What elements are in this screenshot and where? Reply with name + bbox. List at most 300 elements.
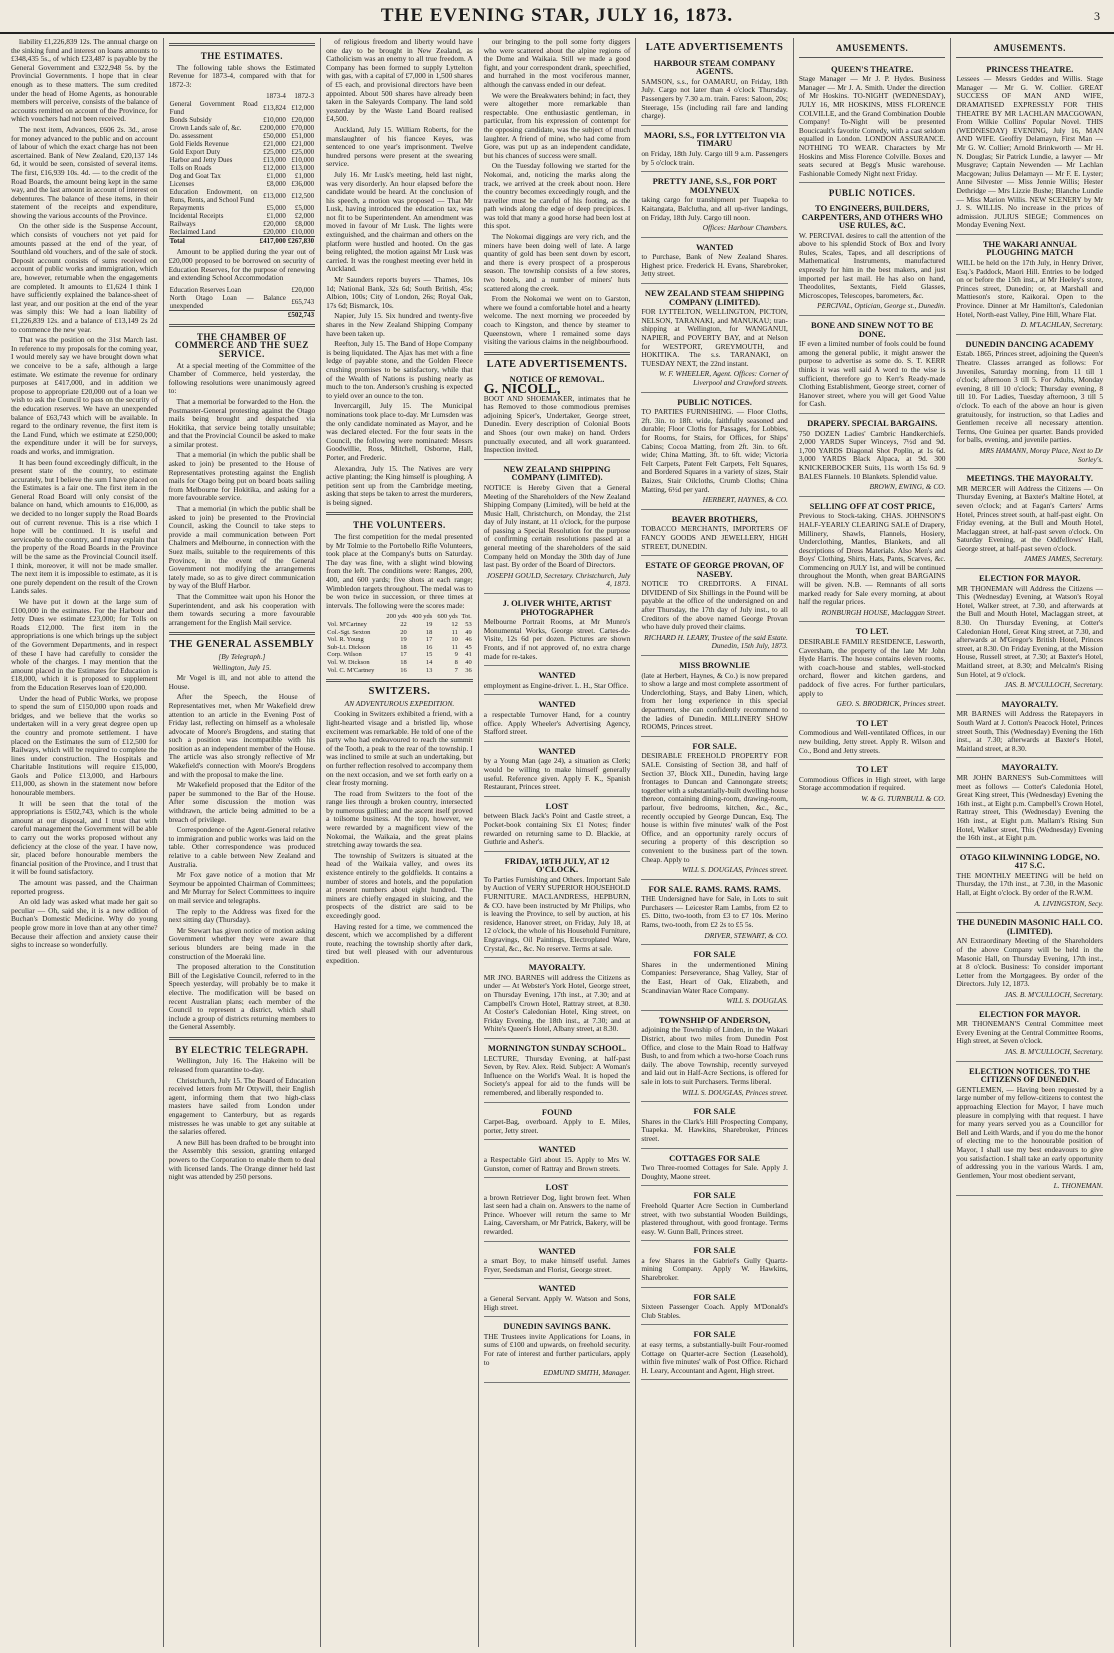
advertisement [799,416,946,497]
advertisement [641,558,788,656]
table-row [326,636,473,644]
table-cell: £1,000 [266,172,286,181]
ad-signature: L. THONEMAN. [1053,1181,1104,1191]
paragraph: On the other side is the Suspense Account, which consists of vouchers not yet paid for amounts passed at the end of the year, of Southland old vouchers, and of the sale of stock. Deposit account consists of sums received on account of public works and immigration, which are, however, returnable when the engagements are completed. It amounts to £1,624 I think I have sufficiently explained the balance-sheet of last year, and our position at the end of the year was simply this: We had a loan liability of £1,226,839 12s. and a balance of £13,149 2s 2d to commence the new year. [11,221,158,334]
ad-body: Freehold Quarter Acre Section in Cumberland street, with two substantial Wooden Buildings, plastered throughout, with good frontage. Terms easy. W. Gunn Ball, Princes street. [641,1200,788,1236]
queens-theatre-ad [799,62,946,184]
ad-signature: RONBURGH HOUSE, Maclaggan Street. [821,607,946,617]
ad-signature: DRIVER, STEWART, & CO. [704,930,788,940]
ad-body: Two Three-roomed Cottages for Sale. Apply J. Doughty, Maone street. [641,1163,788,1181]
switzers-heading: SWITZERS. [368,686,431,698]
divider [169,43,316,46]
ad-heading: DUNEDIN DANCING ACADEMY [965,338,1094,349]
table-row [326,621,473,629]
divider [326,679,473,682]
table-row [326,659,473,667]
public-notices-heading: PUBLIC NOTICES. [828,188,916,199]
ad-body: between Black Jack's Point and Castle street, a Pocket-book containing Six £1 Notes; finder rewarded on returning same to D. Blackie, at Guthrie and Asher's. [483,811,631,847]
ad-signature: GEO. S. BRODRICK, Princes street. [836,699,946,709]
assembly-text [169,674,316,1032]
ad-body: a few Shares in the Gabriel's Gully Quartz-mining Company. Apply W. Hawkins, Sharebroker. [641,1255,788,1283]
paragraph: Correspondence of the Agent-General relative to immigration and public works was laid on the table. Other correspondence was produced relative to a cable between New Zealand and Australia. [168,825,316,869]
table-cell: Tolls on Roads [169,164,212,173]
volunteers-text: The first competition for the medal presented by Mr Tolmie to the Portobello Rifle Volunteers, took place at the Company's butts on Saturday. The day was fine, with a slight wind blowing from the left. The conditions were: Ranges, 200, 400, and 600 yards; five shots at each range; Wimbledon targets throughout. The medal was to be won twice in succession, or three times at intervals. The following were the scores made: [326,532,473,610]
table-row [169,172,316,180]
paragraph: Under the head of Public Works, we propose to spend the sum of £150,000 upon roads and bridges, and we believe that the works so undertaken will in a very great degree open up the country and promote settlement. I have placed on the Estimates the sum of £12,500 for Railways, which will be required to complete the lines under construction. The Hospitals and Charitable Institutions will require £15,000, Gaols and Police £13,000, and Harbours £11,000, as shown in the statement now before honourable members. [11,693,158,798]
table-cell: 45 [465,643,472,651]
ad-signature: D. M'LACHLAN, Secretary. [1020,320,1104,330]
advertisement [484,1105,631,1141]
table-cell: 12 [451,621,458,628]
late-ads-heading: LATE ADVERTISEMENTS. [486,358,628,370]
paragraph: We were the Breakwaters behind; in fact, they were altogether more remarkable than respectable. One enthusiastic gentleman, in particular, from his expression of contempt for the opposing candidate, was the subject of much laughter. A friend of mine, who had come from Gore, was put up as an independent candidate, but his chances of success were small. [483,90,631,160]
table-total-row [169,310,316,319]
table-row [169,294,316,311]
paragraph: From the Nokomai we went on to Garston, where we found a comfortable hotel and a hearty welcome. The next morning we proceeded by coach to Kingston, and thence by steamer to Queenstown, where I remained some days visiting the various claims in the neighbourhood. [483,294,631,347]
table-header-cell: 600 yds [437,613,458,621]
ad-body: a smart Boy, to make himself useful. James Fryer, Seedsman and Florist, George street. [483,1256,631,1274]
table-header-cell: Tot. [461,613,472,621]
chamber-text [169,362,316,628]
table-cell: 18 [425,628,433,636]
ad-signature: W. F. WHEELER, Agent. Offices: Corner of Liverpool and Crawford streets. [659,369,788,387]
advertisement [641,739,788,880]
ad-heading: NOTICE OF REMOVAL. [509,374,605,385]
table-cell: Col.-Sgt. Sexton [327,628,371,636]
ad-heading: MORNINGTON SUNDAY SCHOOL. [487,1042,627,1053]
table-cell: £50,000 [263,132,286,141]
advertisement [641,240,788,284]
table-cell: £12,500 [291,192,315,201]
ad-signature: Offices: Harbour Chambers. [702,223,788,233]
paragraph: That was the position on the 31st March last. In reference to my proposals for the coming year, I would merely say we have brought down what we conceive to be a safe, although a large estimate. We estimate the revenue for ordinary purposes at £417,000, and in addition we propose to appropriate £20,000 out of a loan we wish to ask the Council to pass on the security of the education reserves. We have an unexpended balance of £63,743 which will be available. In regard to the ordinary revenue, the first item is the Land Fund, which we estimate at £250,000; the expenditure under it will be for surveys, roads and works, and immigration. [11,335,158,456]
table-row [326,629,473,637]
table-header-cell: 200 yds [386,613,407,621]
column-3 [321,38,479,1647]
paragraph: Auckland, July 15. William Roberts, for the manslaughter of his fiancee Keyes, was sentenced to one year's imprisonment. Twelve hundred persons were present at the swearing service. [326,124,473,169]
ad-body: GENTLEMEN, — Having been requested by a large number of my fellow-citizens to contest the approaching Election for Mayor, I have much pleasure in complying with that request. I have for many years served you as a Councillor for Bell and Leith Wards, and if you do me the honor of electing me to the honourable position of Mayor, I shall use my best endeavours to give you satisfaction. I shall take an early opportunity of addressing you in the various Wards. I am, Gentlemen, Your most obedient servant, [956,1084,1104,1180]
advertisement [641,658,788,737]
ad-body: Shares in the undermentioned Mining Companies: Perseverance, Shag Valley, Star of the East, Heart of Oak, Elizabeth, and Scandinavian Water Race Company. [641,959,788,995]
ad-heading: LOST [545,800,569,811]
paragraph: our bringing to the poll some forty diggers who were scattered about the alpine regions of the Dome and Waikaia. Still we made a good fight, and your correspondent drank, speechified, and hurrahed in the most vociferous manner, although the canvass ended in our defeat. [483,38,631,89]
ad-heading: HARBOUR STEAM COMPANY AGENTS. [653,57,776,77]
table-cell: 17 [425,636,433,644]
table-cell: 7 [454,666,458,674]
ad-signature: MRS HAMANN, Moray Place, Next to Dr Sorley's. [979,445,1104,464]
ad-heading: WANTED [538,745,576,756]
advertisement [484,1281,631,1317]
table-row [169,156,316,164]
advertisement [484,596,631,666]
paragraph: Invercargill, July 15. The Municipal nominations took place to-day. Mr Lumsden was the only candidate nominated as Mayor, and he was declared elected. For the four seats in the Council, the following were nominated: Messrs Goodwillie, Ross, Mitchell, Osborne, Hall, Porter, and Frederic. [326,401,473,462]
table-cell: £5,000 [266,204,286,213]
table-row [169,220,316,228]
advertisement [484,744,631,797]
table-row [169,204,316,212]
ad-body: TOBACCO MERCHANTS, IMPORTERS OF FANCY GOODS AND JEWELLERY, HIGH STREET, DUNEDIN. [641,524,788,551]
table-cell: £12,000 [263,164,286,173]
ad-heading: SELLING OFF AT COST PRICE, [809,500,935,511]
princess-theatre-body: Lessees — Messrs Geddes and Willis. Stage Manager — Mr G. W. Collier. GREAT SUCCESS OF MAN AND WIFE, DRAMATISED EXPRESSLY FOR THIS THEATRE BY MR LACHLAN MACGOWAN, From Wilkie Collins' Popular Novel. THIS (WEDNESDAY) EVENING, July 16, MAN AND WIFE. Geoffry Delamayn, First Man — Mr G. W. Collier; Arnold Brinkworth — Mr H. N. Douglas; Sir Patrick Lundie, a lawyer — Mr Musgrave; Captain Newenden — Mr Lachlan Macgowan; Julius Delamayn — Mr F. E. Lyster; Anne Silvester — Miss Jennie Willis; Hester Dethridge — Mrs Lizzie Bushe; Blanche Lundie — Miss Marion Willis. NEW SCENERY by Mr J. S. WILLIS. No increase in the prices of admission. JULIUS SIEGE; Commences on Monday Evening Next. [956,74,1104,230]
table-cell: Harbor and Jetty Dues [169,156,233,165]
late-ads-list [484,372,631,1382]
table-cell: £20,000 [263,220,286,229]
advertisement [484,462,631,594]
amusements-heading-2: AMUSEMENTS. [993,43,1066,53]
table-cell: Vol. W. Dickson [327,658,370,666]
ad-heading: WANTED [538,699,576,710]
advertisement [641,1104,788,1148]
table-cell: Incidental Receipts [169,212,224,221]
table-cell: 14 [425,658,433,666]
ad-heading: WANTED [538,1245,576,1256]
ad-body: a brown Retriever Dog, light brown feet. When last seen had a chain on. Answers to the name of Prince. Whoever will return the same to Mr Laing, Caversham, or Mr Patrick, Bakery, will be rewarded. [483,1192,631,1237]
advertisement [956,571,1103,695]
paragraph: July 16. Mr Lusk's meeting, held last night, was very disorderly. An hour elapsed before the candidate would be heard. At the conclusion of his speech, a motion was proposed — That Mr Lusk, having introduced the education tax, was not fit to be Superintendent. An amendment was moved in favour of Mr Lusk. The lights were extinguished, and the chairman and others on the platform were hustled and hooted. On the gas being relighted, the motion against Mr Lusk was carried. It was the roughest meeting ever held in Auckland. [326,169,473,274]
ad-body: on Friday, 18th July. Cargo till 9 a.m. Passengers by 5 o'clock train. [641,148,788,167]
advertisement [484,1244,631,1280]
ad-heading: ELECTION FOR MAYOR. [979,1008,1081,1019]
ad-signature: PERCIVAL, Optician, George st., Dunedin. [817,301,946,311]
ad-body: to Purchase, Bank of New Zealand Shares. Highest price. Frederick H. Evans, Sharebroker, Jetty street. [641,252,788,279]
ad-body: Sixteen Passenger Coach. Apply M'Donald's Club Stables. [641,1302,788,1320]
ad-heading: ELECTION FOR MAYOR. [979,573,1081,584]
ad-body: MR JNO. BARNES will address the Citizens as under — At Webster's York Hotel, George street, on Thursday Evening, 17th inst., at 7.30; and at Campbell's Crown Hotel, Rattray street, at 8.30. At Coster's Caledonian Hotel, King street, on Friday Evening, the 18th inst., at 7.30; and at White's Queen's Hotel, Albany street, at 8.30. [483,972,631,1034]
ad-heading: FOR SALE [693,1291,736,1302]
table-cell: 10 [451,636,458,644]
advertisement [956,850,1103,914]
table-row [169,132,316,140]
table-cell: £10,000 [291,156,315,165]
table-cell: £1,000 [294,172,315,181]
ad-heading: TO LET. [855,626,889,637]
advertisement [484,1041,631,1103]
table-cell: Crown Lands sale of, &c. [169,124,242,133]
ad-heading: ELECTION NOTICES. TO THE CITIZENS OF DUNEDIN. [969,1065,1091,1085]
ad-body: W. PERCIVAL desires to call the attention of the above to his splendid Stock of Box and Ivory Rules, Scales, Tapes, and all descriptions of Mathematical Instruments, manufactured expressly for him in the best makers, and just imported per last mail. He has also on hand, Theodolites, Sextants, Field Glasses, Microscopes, Telescopes, barometers, &c. [798,230,946,300]
column-4 [479,38,637,1647]
advertisement [641,174,788,238]
telegraph-heading: BY ELECTRIC TELEGRAPH. [175,1044,309,1055]
advertisement [641,1151,788,1187]
ad-heading: MAYORALTY. [1001,698,1058,709]
column-5 [636,38,794,1647]
table-cell: Education Reserves Loan [169,285,242,294]
table-header-cell: 1872-3 [294,92,315,101]
table-row [169,164,316,172]
ad-heading: J. OLIVER WHITE, ARTIST PHOTOGRAPHER [502,598,612,617]
ad-body: FOR LYTTELTON, WELLINGTON, PICTON, NELSON, TARANAKI, and MANUKAU; tran-shipping at Wellington, for WANGANUI, NAPIER, and POVERTY BAY, and at Nelson for WESTPORT, GREYMOUTH, and HOKITIKA. The s.s. TARANAKI, on TUESDAY NEXT, the 22nd instant. [641,307,788,368]
table-cell: North Otago Loan — Balance unexpended [169,293,286,310]
paragraph: The reply to the Address was fixed for the next sitting day (Thursday). [168,906,316,925]
table-cell: £20,000 [291,285,315,294]
column-1 [6,38,164,1647]
table-cell: £1,000 [266,212,286,221]
ad-heading: BONE AND SINEW NOT TO BE DONE. [810,320,934,339]
table-cell: 11 [451,628,458,636]
table-cell: £2,000 [294,212,315,221]
newspaper-title: THE EVENING STAR, JULY 16, 1873. [380,5,734,26]
table-cell: 11 [451,643,458,651]
table-row [169,124,316,132]
table-cell: Railways [169,220,196,229]
ad-heading: PRETTY JANE, S.S., FOR PORT MOLYNEUX [652,176,777,195]
advertisement [956,1064,1103,1196]
table-row [326,667,473,675]
table-cell: Bonds Subsidy [169,116,212,125]
table-cell: 16 [400,666,407,674]
ad-heading: MISS BROWNLIE [679,660,750,671]
meetings-list [956,237,1103,1196]
paragraph: An old lady was asked what made her gait so peculiar — Oh, said she, it is a new edition of Buchan's Domestic Medicine. Why do young people grow more in love than at any other time? Because their affection and anxiety cause their sighs to increase so wonderfully. [11,897,158,950]
ad-signature: EDMUND SMITH, Manager. [543,1368,631,1378]
table-cell: £10,000 [263,116,286,125]
table-cell: £70,000 [291,124,315,133]
advertisement [641,882,788,946]
public-notices-list [799,201,946,809]
paragraph: Wellington, July 16. The Hakeino will be released from quarantine to-day. [168,1056,316,1075]
advertisement [956,471,1103,569]
late-ads-heading-2: LATE ADVERTISEMENTS [645,42,784,53]
advertisement [799,716,946,760]
ad-heading: NEW ZEALAND STEAM SHIPPING COMPANY (LIMITED). [644,288,785,307]
advertisement [641,1243,788,1287]
paragraph: The Nokomai diggings are very rich, and the miners have been doing well of late. A large quantity of gold has been sent down by escort, and there is every prospect of a prosperous season. The township consists of a few stores, two hotels, and a number of miners' huts scattered along the creek. [483,232,631,293]
ad-body: adjoining the Township of Linden, in the Wakari District, about two miles from Dunedin Post Office, and close to the Main Road to Halfway Bush, to and from which a two-horse Coach runs daily. The above Township, recently surveyed and laid out in Half-Acre Sections, is offered for sale in lots to suit Purchasers. Terms liberal. [641,1025,788,1086]
divider [169,324,316,327]
table-cell: £13,000 [291,164,315,173]
amusements-heading: AMUSEMENTS. [836,43,909,53]
paragraph: Christchurch, July 15. The Board of Education received letters from Mr Ottywill, their English agent, informing them that two high-class masters have sailed from London under engagement to Canterbury, but as regards mistresses he was unable to get any suitable at the salaries offered. [168,1075,316,1137]
paragraph: Having rested for a time, we commenced the descent, which we accomplished by a different route, reaching the township shortly after dark, tired but well pleased with our adventurous expedition. [326,921,473,965]
ad-body: MR JOHN BARNES'S Sub-Committees will meet as follows — Cotter's Caledonia Hotel, Great King street, This (Wednesday) Evening the 16th inst., at Eight p.m. Campbell's Crown Hotel, Rattray street, This (Wednesday) Evening the 16th inst., at Eight p.m. Mallam's Rising Sun Hotel, Walker street, This (Wednesday) Evening the 16th inst., at Eight p.m. [956,772,1104,843]
advertisement [484,960,631,1039]
column-6 [794,38,952,1647]
ad-signature: JOSEPH GOULD, Secretary. Christchurch, July 4, 1873. [486,570,631,589]
estimates-table [169,92,316,245]
ad-body: a Respectable Girl about 15. Apply to Mrs W. Gunston, corner of Rattray and Brown streets. [483,1154,631,1173]
queens-theatre-title: QUEEN'S THEATRE. [831,63,914,74]
table-cell: Gold Fields Revenue [169,140,229,149]
advertisement [641,1290,788,1326]
ad-heading: TOWNSHIP OF ANDERSON, [658,1014,771,1025]
assembly-subheading: [By Telegraph.] [218,651,266,661]
table-cell: £267,830 [287,237,315,246]
table-header-cell [326,613,382,621]
ad-heading: MAYORALTY. [528,962,586,973]
table-cell: £13,824 [263,104,286,113]
ad-signature: HERBERT, HAYNES, & CO. [702,495,788,505]
ad-signature: JAS. B. M'CULLOCH, Secretary. [1004,1046,1104,1056]
ad-signature: BROWN, EWING, & CO. [869,482,946,492]
advertisement [484,1319,631,1383]
advertisement [799,762,946,808]
ad-signature: JAS. B. M'CULLOCH, Secretary. [1004,990,1104,999]
advertisement [799,318,946,414]
ad-heading: TO LET [856,764,888,775]
switzers-text [326,710,473,965]
table-cell: Repayments [169,204,205,213]
telegraph-text [169,1057,316,1181]
advertisement [641,1188,788,1241]
advertisement [484,799,631,852]
table-cell: £12,000 [291,104,315,113]
ad-signature: WILL S. DOUGLAS. [726,996,788,1006]
paragraph: Mr Fox gave notice of a motion that Mr Seymour be appointed Chairman of Committees; and Mr Murray for Select Committees to inquire on mail service and telegraphs. [168,870,316,905]
masthead [0,0,1114,34]
table-total-row [169,237,316,246]
column-7 [951,38,1108,1647]
advertisement [641,395,788,510]
table-row [169,286,316,294]
advertisement [484,1142,631,1178]
ad-body: DESIRABLE FREEHOLD PROPERTY FOR SALE. Consisting of Section 38, and half of Section 37, Block XII., Dunedin, having large frontages to Duncan and Cannongate streets; together with a substantially-built dwelling house thereon, containing dining-room, drawing-room, parlour, five bedrooms, kitchen, &c., &c., recently occupied by George Duncan, Esq. The house is within five minutes' walk of the Post Office, and an opportunity rarely occurs of securing a property of this description so convenient to the business part of the town. Cheap. Apply to [641,751,788,864]
advertisement [641,56,788,126]
ad-heading: WANTED [695,241,734,252]
table-cell: Gold Export Duty [169,148,221,157]
divider [484,352,631,355]
table-cell: Vol. M'Cartney [327,621,367,628]
ad-body: IF even a limited number of fools could be found among the general public, it might answer the purpose to advertise as some do. S. T. KERR thinks it was well said A word to the wise is sufficient, therefore go to Kerr's Ready-made Clothing Establishment, George street, corner of Hanover street, where you will get Good Value for Cash. [798,339,946,409]
paragraph: That the Committee wait upon his Honor the Superintendent, and ask his cooperation with them towards securing a more favourable arrangement for the English Mail service. [168,591,316,627]
table-cell: Vol. R. Young [327,636,364,644]
table-cell: £20,000 [291,116,315,125]
table-header-row [326,613,473,621]
advertisement [484,1180,631,1242]
paragraph: Mr Saunders reports buyers — Thames, 10s 1d; National Bank, 32s 6d; South British, 45s; Albion, 100s; City of London, 26s; Royal Oak, 17s 6d; Bismarck, 10s. [326,275,473,310]
ad-signature: JAMES JAMES, Secretary. [1023,554,1104,564]
newspaper-columns [6,38,1108,1647]
paragraph: The next item, Advances, £606 2s. 3d., arose for money advanced to the public and on account of labour of which the exact charge has not been ascertained. Bank of New Zealand, £20,137 14s 6d, it would be seen, consisted of several items. The first, £16,939 10s. 4d. — to the credit of the Road Boards, the amount being kept in the same way, and the last amount in account of interest on debentures. The balance of these items, in their statement of the receipts and expenditure, showing the various accounts of the Province. [11,124,158,220]
estimates-extra-table [169,286,316,319]
table-header-cell: 1873-4 [266,92,286,101]
table-row [326,651,473,659]
ad-body: at easy terms, a substantially-built Four-roomed Cottage on Quarter-acre Section (Leasehold), within five minutes' walk of Post Office. Richard H. Leary, Accountant and Agent, High street. [641,1340,788,1375]
paragraph: We have put it down at the large sum of £100,000 in the estimates. For the Harbour and Jetty Dues we estimate £23,000; for Tolls on Roads £12,000. The first item in the appropriations is one which brings up the subject of the Government Departments, and in respect of these I have had carefully to consider the whole of the charges. I may mention that the amount placed in the Estimates for Education is £18,000, which it is proposed to supplement from the Education Reserves loan of £20,000. [11,597,158,692]
table-cell: £5,000 [294,204,315,213]
assembly-heading: THE GENERAL ASSEMBLY [169,639,315,651]
advertisement [641,128,788,172]
table-header-row [169,92,316,100]
table-cell: 9 [454,651,458,659]
ad-signature: WILL S. DOUGLAS, Princes street. [682,865,788,875]
paragraph: That a memorial (in which the public shall be asked to join) be presented to the Provincial Council, asking the Council to take steps to provide a mail communication between Port Chalmers and Melbourne, in connection with the Suez mails, suitable to the requirements of this Province, in the event of the General Government not modifying the arrangements lately made, so as to give direct communication by way of the Bluff Harbor. [168,504,316,591]
table-row [326,644,473,652]
advertisement [799,624,946,713]
ad-heading: FOUND [541,1106,573,1117]
shipping-ads-list [641,56,788,1381]
ad-heading: COTTAGES FOR SALE [669,1152,761,1163]
volunteers-heading: THE VOLUNTEERS. [353,520,446,531]
table-cell: £25,000 [291,148,315,157]
ad-body: NOTICE TO CREDITORS. A FINAL DIVIDEND of Six Shillings in the Pound will be payable at the office of the undersigned on and after Thursday, the 17th day of July inst., to all Creditors of the above named George Provan who have duly proved their claims. [641,579,788,632]
table-cell: Reclaimed Land [169,228,216,237]
ad-body: Commodious Offices in High street, with large Storage accommodation if required. [798,774,946,793]
paragraph: Mr Vogel is ill, and not able to attend the House. [168,673,316,691]
ad-signature: WILL S. DOUGLAS, Princes street. [682,1087,788,1097]
page-number: 3 [1094,9,1100,23]
table-cell: 18 [400,643,407,651]
ad-body: a respectable Turnover Hand, for a country office. Apply Wheeler's Advertising Agency, Stafford street. [483,709,631,737]
paragraph: That a memorial be forwarded to the Hon. the Postmaster-General protesting against the Otago mails being brought and despatched via Hokitika, that service being totally unsuitable; and that the Provincial Council be asked to make a similar protest. [168,396,316,449]
table-cell: 17 [400,651,407,659]
table-cell: 16 [425,643,433,651]
table-cell: Total [169,237,259,246]
ad-body: MR MERCER will Address the Citizens — On Thursday Evening, at Baxter's Maltine Hotel, at seven o'clock; and at Fagan's Carters' Arms Hotel, Princes street south, at half-past eight. On Friday evening, at the Bull and Mouth Hotel, Maclaggan street, at half-past seven o'clock. On Saturday Evening, at the Oddfellows' Hall, George street, at half-past seven o'clock. [956,483,1104,553]
table-cell: Dog and Goat Tax [169,172,221,181]
paragraph: It has been found exceedingly difficult, in the present state of the country, to estimate accurately, but I believe the sum I have placed on the Estimates is a fair one. The first item in the General Road Board will only consist of the balance on hand, which amounts to £16,000, as we decided to no longer supply the Road Boards out of current revenue. This is a rise which I hope will be continued. It is useful and serviceable to the country, and I may explain that the property of the Road Boards in the Province will be the same as the Provincial Council itself. I think, moreover, it will not be made smaller. The next item it is impossible to estimate, as it is one purely dependent on the result of the Crown Lands sales. [11,457,158,596]
table-cell: £20,000 [263,228,286,237]
ad-body: (late at Herbert, Haynes, & Co.) is now prepared to show a large and most complete assortment of Underclothing, Stays, and Baby Linen, which, from her long experience in this special department, she can confidently recommend to the ladies of Dunedin. MILLINERY SHOW ROOMS, Princes street. [641,670,788,732]
table-cell: 8 [454,658,458,666]
ad-heading: DRAPERY. SPECIAL BARGAINS. [807,417,938,428]
table-cell: Do. assessment [169,132,213,141]
table-row [169,148,316,156]
ad-heading: TO ENGINEERS, BUILDERS, CARPENTERS, AND OTHERS WHO USE RULES, &C. [801,202,943,231]
ad-heading: BEAVER BROTHERS, [671,513,758,524]
advertisement [956,760,1103,847]
chamber-heading: THE CHAMBER OF COMMERCE AND THE SUEZ SERVICE. [174,331,309,359]
switzers-subheading: AN ADVENTUROUS EXPEDITION. [344,698,455,708]
ad-signature: W. & G. TURNBULL & CO. [861,793,946,803]
advertisement [956,1007,1103,1062]
paragraph: Mr Stewart has given notice of motion asking Government whether they were aware that serious blunders are being made in the construction of the Moeraki line. [168,925,316,961]
ad-heading: THE WAKARI ANNUAL PLOUGHING MATCH [982,238,1077,258]
ad-heading: OTAGO KILWINNING LODGE, NO. 417 S.C. [959,851,1100,871]
table-row [169,180,316,188]
ad-body: To Parties Furnishing and Others. Important Sale by Auction of VERY SUPERIOR HOUSEHOLD FURNITURE. MACLANDRESS, HEPBURN, & CO. have been instructed by Mr Philips, who is leaving the Province, to sell by auction, at his residence, Hanover street, on Friday, July 18, at 12 o'clock, the whole of his Household Furniture, Engravings, Oil Paintings, Electroplated Ware, Crystal, &c., &c. No reserve. Terms at sale. [483,874,631,953]
ad-heading: FOR SALE [693,1245,736,1256]
ad-heading: THE DUNEDIN MASONIC HALL CO. (LIMITED). [956,917,1103,936]
ad-heading: MAORI, S.S., FOR LYTTELTON VIA TIMARU [643,129,786,149]
ad-body: TO PARTIES FURNISHING. — Floor Cloths, 2ft. 3in. to 18ft. wide, faithfully seasoned and durable; Floor Cloths for Passages, for Lobbies, for Rooms, for Stairs, for Offices, for Ships' Cabins; Cocoa Matting, from 2ft. 3in. to 6ft. wide; China Matting, 3ft. to 6ft. wide; Victoria Felt Carpets, Patent Felt Carpets, Felt Squares, and Bordered Squares in a variety of sizes, Stair Baizes, Stair Oilcloths, Crumb Cloths; China Matting, 6½d per yard. [641,407,788,494]
advertisement [641,512,788,556]
table-cell: £51,000 [291,132,315,141]
table-cell: 41 [465,651,472,659]
paragraph: Napier, July 15. Six hundred and twenty-five shares in the New Zealand Shipping Company have been taken up. [326,311,473,338]
paragraph: At a special meeting of the Committee of the Chamber of Commerce, held yesterday, the following resolutions were unanimously agreed to: [168,360,316,396]
ad-heading: FOR SALE [693,1190,736,1201]
paragraph: Cooking in Switzers exhibited a friend, with a light-hearted visage and a bristled lip, whose excitement was remarkable. He told of one of the party who had endeavoured to reach the summit of the Tooth, a peak to the rear of the township. I was inclined to smile at such an undertaking, but on further reflection resolved to accompany them on the next occasion, and we set forth early on a clear frosty morning. [326,709,473,788]
table-cell: 46 [465,636,472,644]
ad-heading: DUNEDIN SAVINGS BANK. [503,1321,611,1332]
ad-heading: FOR SALE [693,949,736,960]
paragraph: Reefton, July 15. The Band of Hope Company is being liquidated. The Ajax has met with a fine ledge of payable stone, and the Golden Fleece crushing promises to be satisfactory, while that of the Wealth of Nations is pushing nearly as much to the ton. Anderson's crushing is expected to yield over an ounce to the ton. [326,339,473,400]
ad-body: Carpet-Bag, overboard. Apply to E. Miles, porter, Jetty street. [483,1117,631,1135]
paragraph: On the Tuesday following we started for the Nokomai, and, noticing the marks along the track, we arrived at the creek about noon. Here the country becomes exceedingly rough, and the traveller must be careful of his footing, as the path winds along the edge of deep precipices. I was told that many a good horse had been lost at this spot. [483,161,631,231]
ad-signature: JAS. B. M'CULLOCH, Secretary. [1004,680,1104,690]
table-row [169,100,316,116]
table-cell: £200,000 [259,124,286,133]
advertisement [956,915,1103,1004]
ad-body: Estab. 1865, Princes street, adjoining the Queen's Theatre. Classes arranged as follows: For Juveniles, Saturday morning, from 11 till 1 o'clock; afternoon 3 till 5. For Adults, Monday evening, 8 till 10 o'clock; Thursday evening, 8 till 10. For Ladies, Tuesday afternoon, 3 till 5 o'clock. To each of the above an hour is given gratuitously, for instruction, so that Ladies and Gentlemen receive all necessary attention. Terms, One Guinea per quarter. Bands provided for balls, evening, and juvenile parties. [956,349,1104,445]
estimates-note: Amount to be applied during the year out of £20,000 proposed to be borrowed on security of Education Reserves, for the purpose of renewing and extending School Accommodation [168,247,316,283]
advertisement [799,499,946,623]
advertisement [956,337,1103,469]
table-cell: £417,000 [259,237,286,246]
table-row [169,228,316,237]
paragraph: That a memorial (in which the public shall be asked to join) be presented to the House of Representatives protesting against the English mails for Otago being put on board boats sailing from Melbourne for Hokitika, and asking for a more favourable service. [168,450,316,503]
ad-body: by a Young Man (age 24), a situation as Clerk; would be willing to make himself generally useful. Reference given. Apply F. K., Spanish Restaurant, Princes street. [483,756,631,792]
table-cell: Sub-Lt. Dickson [327,643,371,651]
advertisement [484,668,631,695]
paragraph: It will be seen that the total of the appropriations is £502,743, which is the whole amount at our disposal, and I trust that with careful management the Government will be able to carry out the works proposed without any deficiency at the close of the year. I have now, sir, placed before honourable members the financial position of the Province, and I trust that it will be found satisfactory. [11,798,158,877]
table-cell: £10,000 [291,228,315,237]
table-cell: £36,000 [291,180,315,189]
ad-body: a General Servant. Apply W. Watson and Sons, High street. [483,1294,631,1312]
ad-signature: A. LIVINGSTON, Secy. [1034,898,1104,908]
